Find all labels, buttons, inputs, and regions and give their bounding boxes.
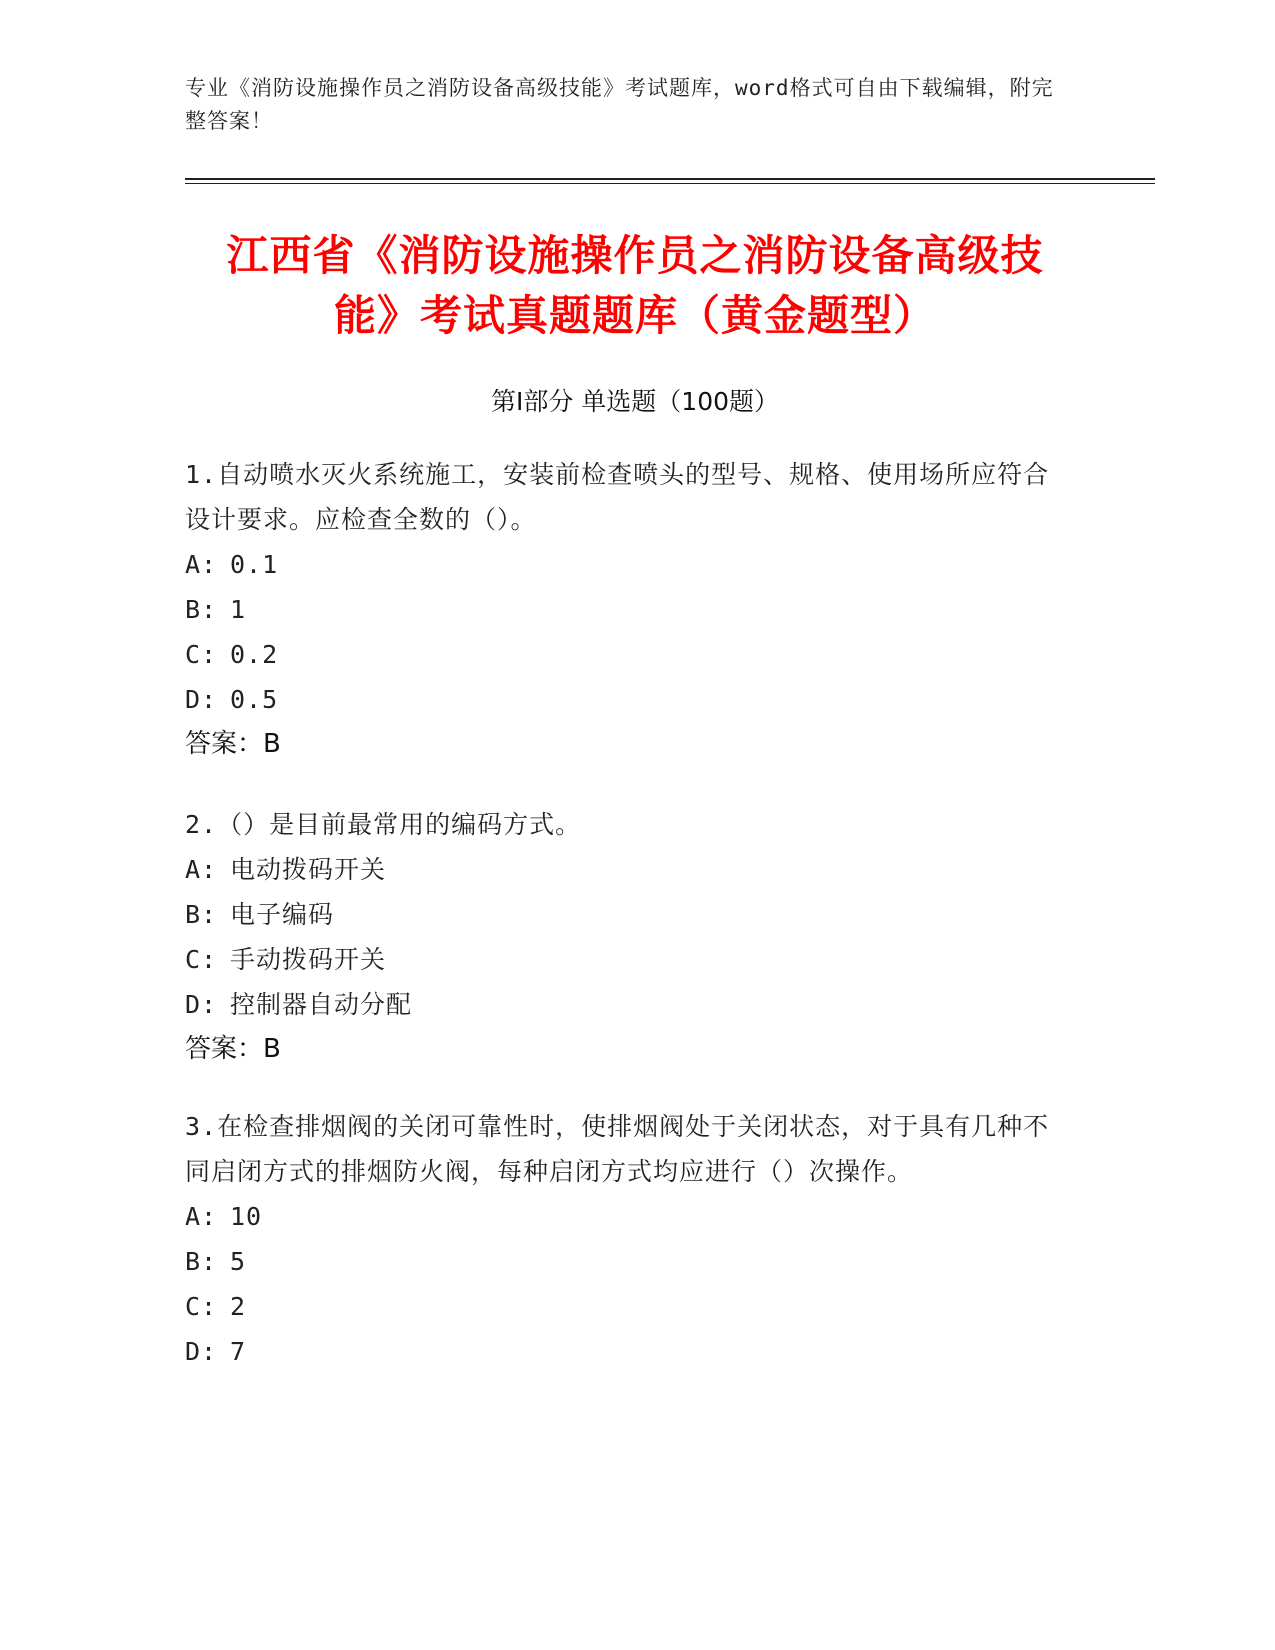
answer: 答案：B: [185, 729, 281, 759]
question-stem: 1.自动喷水灭火系统施工，安装前检查喷头的型号、规格、使用场所应符合设计要求。应检查全数的（）。: [185, 460, 1050, 534]
header-note: 专业《消防设施操作员之消防设备高级技能》考试题库，word格式可自由下载编辑，附完整答案！: [185, 76, 1054, 133]
option-d: [185, 982, 1065, 1027]
option-text: 控制器自动分配: [230, 990, 413, 1019]
option-label: D:: [185, 1337, 218, 1366]
option-label: D:: [185, 990, 218, 1019]
header-divider: [185, 178, 1155, 184]
option-b: [185, 1239, 1065, 1284]
question-3: [185, 1104, 1065, 1374]
option-label: C:: [185, 945, 218, 974]
option-text: 0.1: [230, 550, 279, 579]
option-text: 0.2: [230, 640, 279, 669]
document-title: [185, 226, 1085, 346]
option-label: C:: [185, 1292, 218, 1321]
document-title-line-1: 江西省《消防设施操作员之消防设备高级技: [226, 231, 1044, 280]
option-label: B:: [185, 900, 218, 929]
option-d: [185, 1329, 1065, 1374]
option-text: 1: [230, 595, 247, 624]
option-label: B:: [185, 595, 218, 624]
question-2: [185, 802, 1065, 1072]
option-label: B:: [185, 1247, 218, 1276]
option-text: 5: [230, 1247, 247, 1276]
section-title: 第Ⅰ部分 单选题（100题）: [490, 387, 780, 416]
option-label: A:: [185, 855, 218, 884]
option-d: [185, 677, 1065, 722]
option-text: 电子编码: [230, 900, 335, 929]
option-text: 电动拨码开关: [230, 855, 387, 884]
option-c: [185, 632, 1065, 677]
option-label: A:: [185, 1202, 218, 1231]
option-a: [185, 1194, 1065, 1239]
option-text: 7: [230, 1337, 247, 1366]
option-b: [185, 587, 1065, 632]
question-stem: 3.在检查排烟阀的关闭可靠性时，使排烟阀处于关闭状态，对于具有几种不同启闭方式的排烟防火阀，每种启闭方式均应进行（）次操作。: [185, 1112, 1050, 1186]
option-a: [185, 542, 1065, 587]
answer: 答案：B: [185, 1034, 281, 1064]
option-text: 0.5: [230, 685, 279, 714]
option-b: [185, 892, 1065, 937]
option-c: [185, 1284, 1065, 1329]
option-label: C:: [185, 640, 218, 669]
question-1: [185, 452, 1065, 767]
option-label: A:: [185, 550, 218, 579]
question-stem: 2.（）是目前最常用的编码方式。: [185, 810, 582, 839]
document-title-line-2: 能》考试真题题库（黄金题型）: [333, 291, 936, 340]
option-text: 2: [230, 1292, 247, 1321]
option-a: [185, 847, 1065, 892]
option-label: D:: [185, 685, 218, 714]
option-text: 手动拨码开关: [230, 945, 387, 974]
option-c: [185, 937, 1065, 982]
option-text: 10: [230, 1202, 263, 1231]
